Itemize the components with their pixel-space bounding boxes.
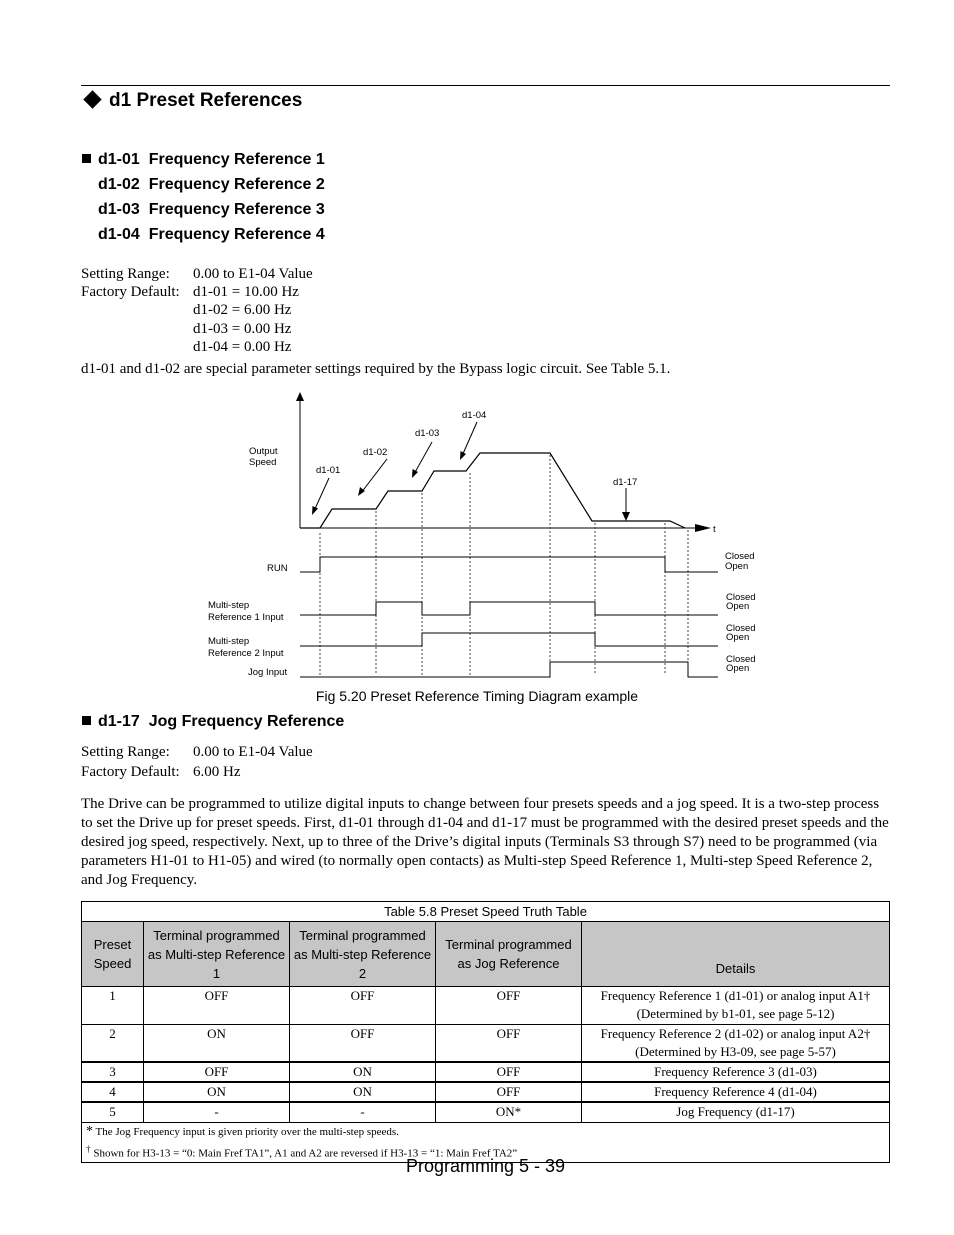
- note-star-text: The Jog Frequency input is given priority over the multi-step speeds.: [93, 1125, 399, 1138]
- jog-setting-range-label: Setting Range:: [81, 744, 170, 760]
- table-row: [82, 1025, 890, 1063]
- details-line-2: (Determined by b1-01, see page 5-12): [636, 1006, 835, 1021]
- jog-closed-label: Closed: [726, 654, 756, 665]
- square-bullet-icon: [82, 154, 91, 163]
- jog-signal-line: [300, 662, 718, 677]
- note-dagger-text: Shown for H3-13 = “0: Main Fref TA1”, A1 and A2 are reversed if H3-13 = “1: Main Fref TA2”: [90, 1147, 518, 1160]
- table-row: [82, 1062, 890, 1082]
- star-mark: *: [86, 1123, 93, 1139]
- factory-default-d1-02: d1-02 = 6.00 Hz: [193, 302, 292, 318]
- cell-ms1: ON: [144, 1025, 290, 1063]
- cell-ms1: -: [144, 1102, 290, 1122]
- table-caption: Table 5.8 Preset Speed Truth Table: [82, 902, 890, 922]
- ms1-signal-line: [300, 602, 718, 615]
- setting-range-label: Setting Range:: [81, 266, 170, 282]
- jog-factory-default-value: 6.00 Hz: [193, 764, 241, 780]
- cell-speed: 3: [82, 1062, 144, 1082]
- cell-details: [582, 1025, 890, 1063]
- details-line-1: Frequency Reference 2 (d1-02) or analog input A2†: [600, 1026, 871, 1041]
- details-line-1: Frequency Reference 1 (d1-01) or analog input A1†: [600, 988, 871, 1003]
- jog-open-label: Open: [726, 663, 750, 674]
- table-header-row: [82, 922, 890, 987]
- cell-speed: 1: [82, 987, 144, 1025]
- timing-diagram: [190, 385, 770, 685]
- cell-speed: 4: [82, 1082, 144, 1102]
- cell-ms1: OFF: [144, 1062, 290, 1082]
- cell-ms2: OFF: [290, 987, 436, 1025]
- ms1-label-2: Reference 1 Input: [208, 612, 284, 623]
- run-signal-line: [300, 557, 718, 572]
- output-label-2: Speed: [249, 457, 277, 468]
- ms2-open-label: Open: [726, 632, 750, 643]
- param-heading-d1-01: d1-01 Frequency Reference 1: [82, 151, 325, 169]
- x-axis-arrowhead: [695, 524, 711, 532]
- ms2-label-2: Reference 2 Input: [208, 648, 284, 659]
- callout-d1-17: d1-17: [613, 477, 638, 488]
- ms1-closed-label: Closed: [726, 592, 756, 603]
- bypass-note: d1-01 and d1-02 are special parameter settings required by the Bypass logic circuit. See Table 5.1.: [81, 361, 671, 377]
- cell-details: Frequency Reference 3 (d1-03): [582, 1062, 890, 1082]
- diamond-bullet-icon: [83, 91, 101, 109]
- cell-ms2: -: [290, 1102, 436, 1122]
- table-row: [82, 1082, 890, 1102]
- jog-label: Jog Input: [248, 667, 288, 678]
- body-paragraph: The Drive can be programmed to utilize digital inputs to change between four presets speeds and a jog speed. It is a two-step process to set the Drive up for preset speeds. First, d1-01 through d1-04 and d1-17 must be programmed with the desired preset speeds and the desired jog speed, respectively. Next, up to three of the Drive’s digital inputs (Terminals S3 through S7) need to be programmed (via parameters H1-01 to H1-05) and wired (to normally open contacts) as Multi-step Speed Reference 1, Multi-step Speed Reference 2, and Jog Frequency.: [81, 796, 889, 888]
- callout-d1-04: d1-04: [462, 410, 487, 421]
- ms1-label-1: Multi-step: [208, 600, 250, 611]
- factory-default-d1-03: d1-03 = 0.00 Hz: [193, 321, 292, 337]
- jog-setting-range-value: 0.00 to E1-04 Value: [193, 744, 313, 760]
- cell-speed: 5: [82, 1102, 144, 1122]
- output-label-1: Output: [249, 446, 278, 457]
- cell-ms2: OFF: [290, 1025, 436, 1063]
- header-multi-step-1: Terminal programmed as Multi-step Reference 1: [144, 922, 290, 987]
- header-details: Details: [582, 922, 890, 987]
- cell-ms2: ON: [290, 1062, 436, 1082]
- timing-guides: [320, 455, 688, 675]
- cell-jog: OFF: [436, 1082, 582, 1102]
- cell-jog: ON*: [436, 1102, 582, 1122]
- param-heading-d1-02: d1-02 Frequency Reference 2: [98, 176, 325, 193]
- section-title: d1 Preset References: [82, 90, 302, 112]
- callout-arrowhead-d1-01: [312, 506, 318, 515]
- square-bullet-icon: [82, 716, 91, 725]
- param-heading-d1-03: d1-03 Frequency Reference 3: [98, 201, 325, 218]
- cell-ms1: OFF: [144, 987, 290, 1025]
- jog-factory-default-label: Factory Default:: [81, 764, 180, 780]
- table-row: [82, 1102, 890, 1122]
- header-jog: Terminal programmed as Jog Reference: [436, 922, 582, 987]
- page-footer: Programming 5 - 39: [406, 1156, 566, 1176]
- cell-details: [582, 987, 890, 1025]
- callout-arrowhead-d1-04: [460, 451, 466, 460]
- ms1-open-label: Open: [726, 601, 750, 612]
- callout-d1-01: d1-01: [316, 465, 341, 476]
- ms2-label-1: Multi-step: [208, 636, 250, 647]
- ms2-closed-label: Closed: [726, 623, 756, 634]
- param-heading-d1-04: d1-04 Frequency Reference 4: [98, 226, 325, 243]
- run-open-label: Open: [725, 561, 749, 572]
- factory-default-d1-01: d1-01 = 10.00 Hz: [193, 284, 299, 300]
- note-star: [86, 1123, 885, 1141]
- top-rule: [81, 85, 890, 86]
- ms2-signal-line: [300, 633, 718, 646]
- header-multi-step-2: Terminal programmed as Multi-step Reference 2: [290, 922, 436, 987]
- t-label: t: [713, 524, 716, 535]
- preset-speed-truth-table: [81, 901, 890, 1163]
- factory-default-d1-04: d1-04 = 0.00 Hz: [193, 339, 292, 355]
- header-preset-speed: Preset Speed: [82, 922, 144, 987]
- y-axis-arrowhead: [296, 392, 304, 401]
- table-row: [82, 987, 890, 1025]
- cell-jog: OFF: [436, 987, 582, 1025]
- callout-arrowhead-d1-17: [622, 512, 630, 521]
- cell-ms2: ON: [290, 1082, 436, 1102]
- cell-details: Frequency Reference 4 (d1-04): [582, 1082, 890, 1102]
- callout-arrowhead-d1-03: [412, 469, 418, 478]
- cell-details: Jog Frequency (d1-17): [582, 1102, 890, 1122]
- run-closed-label: Closed: [725, 551, 755, 562]
- dagger-mark: †: [86, 1143, 91, 1154]
- details-line-2: (Determined by H3-09, see page 5-57): [635, 1044, 836, 1059]
- param-heading-d1-17: d1-17 Jog Frequency Reference: [82, 713, 344, 731]
- setting-range-value: 0.00 to E1-04 Value: [193, 266, 313, 282]
- cell-ms1: ON: [144, 1082, 290, 1102]
- figure-caption: Fig 5.20 Preset Reference Timing Diagram example: [315, 688, 639, 704]
- callout-d1-03: d1-03: [415, 428, 440, 439]
- cell-speed: 2: [82, 1025, 144, 1063]
- factory-default-label: Factory Default:: [81, 284, 180, 300]
- cell-jog: OFF: [436, 1025, 582, 1063]
- cell-jog: OFF: [436, 1062, 582, 1082]
- run-label: RUN: [267, 563, 288, 574]
- callout-d1-02: d1-02: [363, 447, 388, 458]
